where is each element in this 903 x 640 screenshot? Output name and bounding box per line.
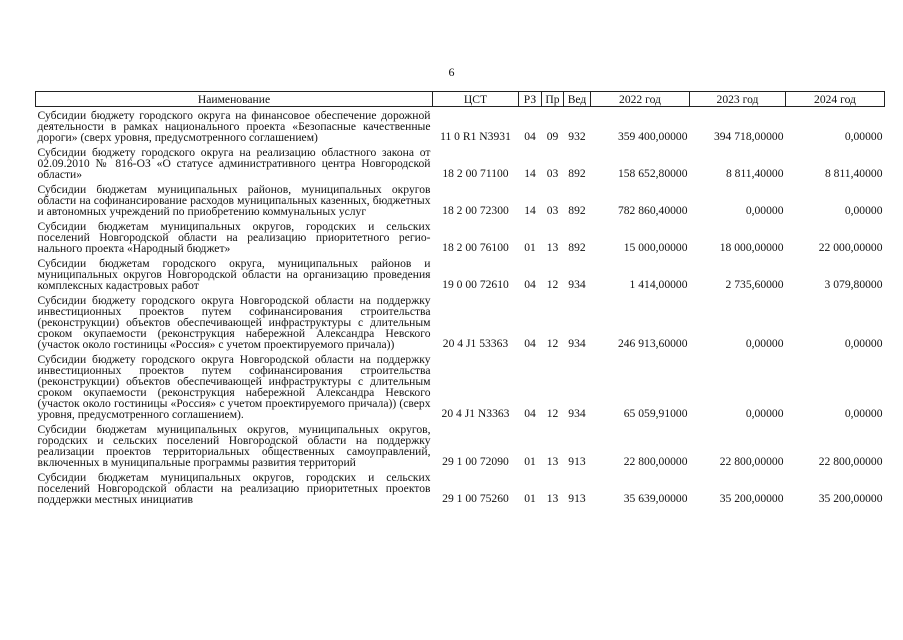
row-name: Субсидии бюджету городского округа на реализацию областного закона от 02.09.2010 № 816-ОЗ «О статусе административного центра Новгородской области» bbox=[37, 146, 431, 181]
header-pr: Пр bbox=[542, 92, 564, 107]
row-name: Субсидии бюджетам муниципальных районов, муниципальных округов области на софинансирование расходов муниципальных казенных, бюджетных и автономных учреждений по приобретению коммунальных услуг bbox=[37, 183, 431, 218]
row-2022: 15 000,00000 bbox=[623, 241, 688, 254]
row-rz: 14 bbox=[524, 204, 536, 217]
row-2023: 0,00000 bbox=[745, 407, 784, 420]
table-row bbox=[36, 107, 885, 145]
row-2023: 2 735,60000 bbox=[725, 278, 784, 291]
row-pr: 13 bbox=[546, 492, 559, 505]
page-number: 6 bbox=[448, 65, 455, 79]
row-rz: 04 bbox=[524, 337, 536, 350]
row-pr: 09 bbox=[546, 130, 559, 143]
row-2022: 22 800,00000 bbox=[623, 455, 688, 468]
row-name: Субсидии бюджетам муниципальных округов, городских и сельских поселений Новгородской области на реализацию приоритетного регионального проекта «Народный бюджет» bbox=[37, 220, 431, 255]
row-cst: 29 1 00 75260 bbox=[442, 492, 509, 505]
table-row bbox=[36, 469, 885, 506]
row-name: Субсидии бюджетам городского округа, муниципальных районов и муниципальных округов Новгородской области на организацию проведения комплексных кадастровых работ bbox=[37, 257, 431, 292]
table-header-row bbox=[36, 92, 885, 107]
table-row bbox=[36, 351, 885, 421]
row-2024: 35 200,00000 bbox=[818, 492, 883, 505]
header-2024: 2024 год bbox=[786, 92, 885, 107]
row-ved: 892 bbox=[568, 241, 586, 254]
header-2022: 2022 год bbox=[591, 92, 690, 107]
header-ved: Вед bbox=[564, 92, 591, 107]
row-pr: 03 bbox=[546, 167, 559, 180]
row-pr: 12 bbox=[546, 278, 559, 291]
row-2022: 158 652,80000 bbox=[617, 167, 688, 180]
row-2024: 22 000,00000 bbox=[818, 241, 883, 254]
row-rz: 01 bbox=[524, 492, 536, 505]
header-rz: РЗ bbox=[519, 92, 542, 107]
row-rz: 04 bbox=[524, 278, 536, 291]
row-2022: 35 639,00000 bbox=[623, 492, 688, 505]
row-cst: 18 2 00 72300 bbox=[442, 204, 509, 217]
row-2023: 35 200,00000 bbox=[719, 492, 784, 505]
row-cst: 19 0 00 72610 bbox=[442, 278, 509, 291]
row-2023: 0,00000 bbox=[745, 337, 784, 350]
row-2023: 394 718,00000 bbox=[713, 130, 784, 143]
row-ved: 932 bbox=[568, 130, 586, 143]
row-2022: 246 913,60000 bbox=[617, 337, 688, 350]
row-cst: 20 4 J1 N3363 bbox=[441, 407, 510, 420]
row-2022: 782 860,40000 bbox=[617, 204, 688, 217]
row-2024: 22 800,00000 bbox=[818, 455, 883, 468]
table-row bbox=[36, 218, 885, 255]
row-2023: 0,00000 bbox=[745, 204, 784, 217]
row-2022: 1 414,00000 bbox=[629, 278, 688, 291]
row-cst: 11 0 R1 N3931 bbox=[440, 130, 511, 143]
row-rz: 01 bbox=[524, 455, 536, 468]
row-2023: 22 800,00000 bbox=[719, 455, 784, 468]
row-ved: 934 bbox=[568, 337, 586, 350]
row-2024: 0,00000 bbox=[844, 204, 883, 217]
row-name: Субсидии бюджетам муниципальных округов, городских и сельских поселений Новгородской области на реализацию приоритетных проектов поддержки местных инициатив bbox=[37, 471, 431, 506]
header-2023: 2023 год bbox=[690, 92, 786, 107]
row-ved: 892 bbox=[568, 167, 586, 180]
row-name: Субсидии бюджетам муниципальных округов, муниципальных округов, городских и сельских поселений Новгородской области на поддержку реализации проектов территориальных общественных самоуправлений, включенных в муниципальные программы развития территорий bbox=[37, 423, 431, 469]
row-ved: 934 bbox=[568, 407, 586, 420]
row-2022: 359 400,00000 bbox=[617, 130, 688, 143]
table-row bbox=[36, 181, 885, 218]
row-cst: 29 1 00 72090 bbox=[442, 455, 509, 468]
row-rz: 04 bbox=[524, 130, 536, 143]
row-2024: 0,00000 bbox=[844, 130, 883, 143]
row-name: Субсидии бюджету городского округа на финансовое обеспечение дорожной деятельности в рамках национального проекта «Безопасные качественные дороги» (сверх уровня, предусмотренного соглашением) bbox=[37, 109, 431, 144]
row-rz: 04 bbox=[524, 407, 536, 420]
row-cst: 18 2 00 76100 bbox=[442, 241, 509, 254]
row-name: Субсидии бюджету городского округа Новгородской области на поддержку инвестиционных проектов путем софинансирования строительства (реконструкции) объектов обеспечивающей инфраструктуры с длительным сроком окупаемости (реконструкция набережной Александра Невского (участок около гостиницы «Россия» с учетом проектируемого причала)) bbox=[37, 294, 431, 351]
table-row bbox=[36, 421, 885, 469]
row-2023: 8 811,40000 bbox=[725, 167, 784, 180]
row-2024: 0,00000 bbox=[844, 407, 883, 420]
table-row bbox=[36, 292, 885, 351]
row-ved: 913 bbox=[568, 492, 586, 505]
row-2024: 3 079,80000 bbox=[824, 278, 883, 291]
row-pr: 03 bbox=[546, 204, 559, 217]
row-name: Субсидии бюджету городского округа Новгородской области на поддержку инвестиционных проектов путем софинансирования строительства (реконструкции) объектов обеспечивающей инфраструктуры с длительным сроком окупаемости (реконструкция набережной Александра Невского (участок около гостиницы «Россия» с учетом проектируемого причала)) (сверх уровня, предусмотренного соглашением). bbox=[37, 353, 431, 421]
row-ved: 934 bbox=[568, 278, 586, 291]
row-cst: 20 4 J1 53363 bbox=[442, 337, 509, 350]
row-pr: 12 bbox=[546, 337, 559, 350]
row-2022: 65 059,91000 bbox=[623, 407, 688, 420]
row-rz: 01 bbox=[524, 241, 536, 254]
row-2024: 0,00000 bbox=[844, 337, 883, 350]
row-2024: 8 811,40000 bbox=[824, 167, 883, 180]
row-pr: 12 bbox=[546, 407, 559, 420]
row-ved: 892 bbox=[568, 204, 586, 217]
budget-table bbox=[35, 91, 885, 506]
row-2023: 18 000,00000 bbox=[719, 241, 784, 254]
row-pr: 13 bbox=[546, 455, 559, 468]
row-rz: 14 bbox=[524, 167, 536, 180]
row-cst: 18 2 00 71100 bbox=[442, 167, 509, 180]
table-row bbox=[36, 144, 885, 181]
header-cst: ЦСТ bbox=[433, 92, 519, 107]
header-name: Наименование bbox=[36, 92, 433, 107]
row-ved: 913 bbox=[568, 455, 586, 468]
table-row bbox=[36, 255, 885, 292]
row-pr: 13 bbox=[546, 241, 559, 254]
